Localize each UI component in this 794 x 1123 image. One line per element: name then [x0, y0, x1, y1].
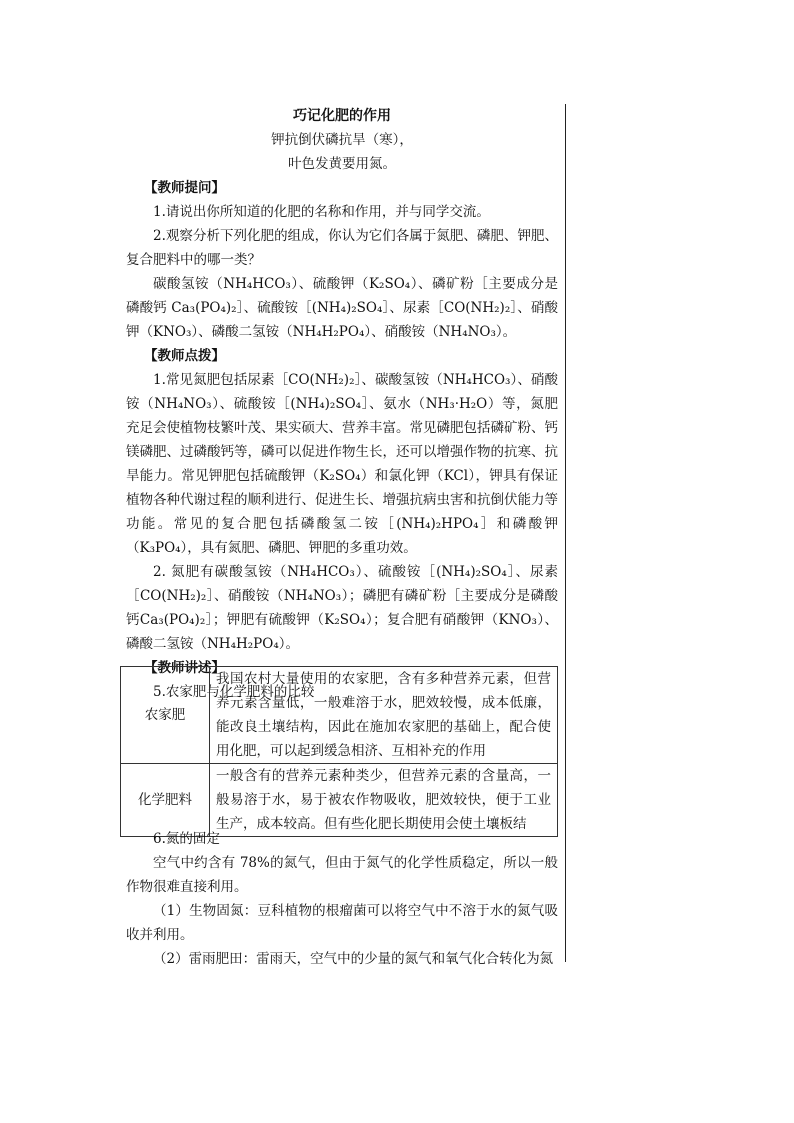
- table-row-label: 农家肥: [121, 667, 210, 764]
- margin-rule: [565, 104, 566, 962]
- mnemonic-line-2: 叶色发黄要用氮。: [288, 156, 396, 172]
- question-2: 2.观察分析下列化肥的组成，你认为它们各属于氮肥、磷肥、钾肥、复合肥料中的哪一类？: [126, 228, 558, 268]
- mnemonic-line-1: 钾抗倒伏磷抗旱（寒），: [271, 132, 413, 148]
- fertilizer-list: 碳酸氢铵（NH₄HCO₃）、硫酸钾（K₂SO₄）、磷矿粉［主要成分是磷酸钙 Ca₃(PO₄)₂］、硫酸铵［(NH₄)₂SO₄］、尿素［CO(NH₂)₂］、硝酸钾（KNO₃）、磷酸二氢铵（NH₄H₂PO₄）、硝酸铵（NH₄NO₃）。: [126, 276, 558, 340]
- section-teacher-question: 【教师提问】: [144, 180, 225, 196]
- section-teacher-guidance: 【教师点拨】: [144, 348, 225, 364]
- thunder-fixation-paragraph: （2）雷雨肥田：雷雨天，空气中的少量的氮气和氧气化合转化为氮: [153, 951, 554, 967]
- table-row-text: 我国农村大量使用的农家肥，含有多种营养元素，但营养元素含量低，一般难溶于水，肥效较慢，成本低廉，能改良土壤结构，因此在施加农家肥的基础上，配合使用化肥，可以起到缓急相济、互相补充的作用: [210, 667, 558, 764]
- table-row: [121, 764, 558, 837]
- air-nitrogen-paragraph: 空气中约含有 78%的氮气，但由于氮气的化学性质稳定，所以一般作物很难直接利用。: [126, 855, 558, 895]
- biological-fixation-paragraph: （1）生物固氮：豆科植物的根瘤菌可以将空气中不溶于水的氮气吸收并利用。: [126, 903, 558, 943]
- guidance-paragraph-1: 1.常见氮肥包括尿素［CO(NH₂)₂］、碳酸氢铵（NH₄HCO₃）、硝酸铵（NH₄NO₃）、硫酸铵［(NH₄)₂SO₄］、氨水（NH₃·H₂O）等，氮肥充足会使植物枝繁叶茂、果实硕大、营养丰富。常见磷肥包括磷矿粉、钙镁磷肥、过磷酸钙等，磷可以促进作物生长，还可以增强作物的抗寒、抗旱能力。常见钾肥包括硫酸钾（K₂SO₄）和氯化钾（KCl），钾具有保证植物各种代谢过程的顺利进行、促进生长、增强抗病虫害和抗倒伏能力等功能。常见的复合肥包括磷酸氢二铵［(NH₄)₂HPO₄］和磷酸钾（K₃PO₄），具有氮肥、磷肥、钾肥的多重功效。: [126, 372, 558, 556]
- table-row: [121, 667, 558, 764]
- section-teacher-lecture: 【教师讲述】: [144, 660, 225, 676]
- guidance-paragraph-2: 2. 氮肥有碳酸氢铵（NH₄HCO₃）、硫酸铵［(NH₄)₂SO₄］、尿素［CO(NH₂)₂］、硝酸铵（NH₄NO₃）；磷肥有磷矿粉［主要成分是磷酸钙Ca₃(PO₄)₂］；钾肥有硫酸钾（K₂SO₄）；复合肥有硝酸钾（KNO₃）、磷酸二氢铵（NH₄H₂PO₄）。: [126, 564, 558, 652]
- comparison-table: [120, 666, 558, 837]
- page-title: 巧记化肥的作用: [293, 108, 391, 124]
- table-row-text: 一般含有的营养元素种类少，但营养元素的含量高，一般易溶于水，易于被农作物吸收，肥效较快，便于工业生产，成本较高。但有些化肥长期使用会使土壤板结: [210, 764, 558, 837]
- item-5-heading: 5.农家肥与化学肥料的比较: [153, 684, 315, 700]
- table-row-label: 化学肥料: [121, 764, 210, 837]
- nitrogen-fixation-section: [126, 827, 558, 971]
- item-6-heading: 6.氮的固定: [153, 831, 220, 847]
- question-1: 1.请说出你所知道的化肥的名称和作用，并与同学交流。: [153, 204, 490, 220]
- lesson-content: [126, 104, 558, 704]
